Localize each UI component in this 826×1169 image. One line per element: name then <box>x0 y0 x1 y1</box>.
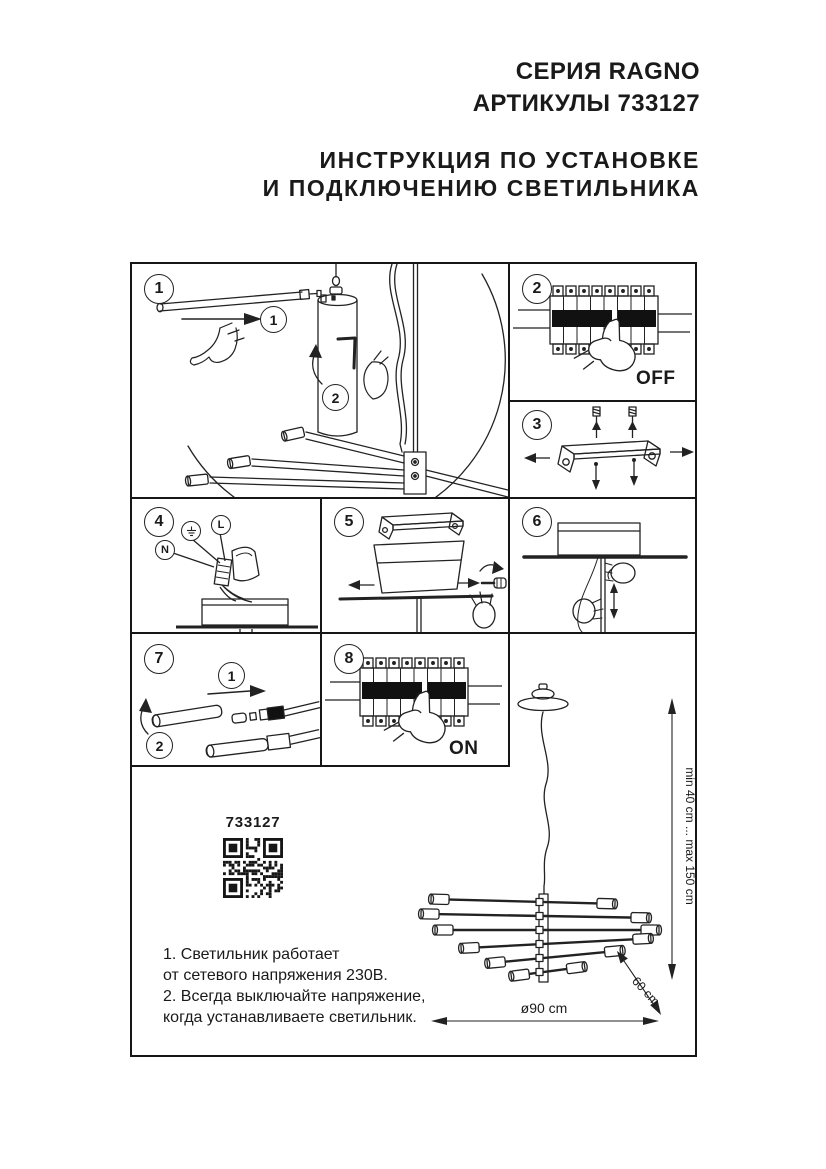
article-number: 733127 <box>225 814 281 831</box>
earth-wire-label <box>181 521 201 541</box>
article-qr-block <box>221 814 285 898</box>
live-wire-label: L <box>211 515 231 535</box>
note-line: 1. Светильник работает <box>163 946 340 963</box>
step-panel-7 <box>132 634 320 765</box>
step-panel-5 <box>322 499 508 632</box>
substep-1-badge: 1 <box>260 306 287 333</box>
step-number-badge: 7 <box>144 644 174 674</box>
step-number-badge: 6 <box>522 507 552 537</box>
article-title: АРТИКУЛЫ 733127 <box>472 90 700 117</box>
step-panel-1 <box>132 264 508 497</box>
breaker-on-label: ON <box>449 738 479 759</box>
steps-grid <box>130 262 697 1057</box>
neutral-wire-label: N <box>155 540 175 560</box>
substep-2-badge: 2 <box>146 732 173 759</box>
step-number-badge: 8 <box>334 644 364 674</box>
qr-code <box>223 838 283 898</box>
note-line: от сетевого напряжения 230В. <box>163 967 388 984</box>
arm-insert-illustration <box>132 264 508 497</box>
series-title: СЕРИЯ RAGNO <box>515 58 700 85</box>
step-number-badge: 2 <box>522 274 552 304</box>
step-panel-2 <box>510 264 695 400</box>
step-number-badge: 1 <box>144 274 174 304</box>
step-panel-4 <box>132 499 320 632</box>
step-panel-6 <box>510 499 695 632</box>
step-panel-3 <box>510 402 695 497</box>
substep-2-badge: 2 <box>322 384 349 411</box>
earth-icon <box>186 526 197 537</box>
step-number-badge: 4 <box>144 507 174 537</box>
header <box>263 56 700 202</box>
substep-1-badge: 1 <box>218 662 245 689</box>
safety-notes <box>163 944 425 1028</box>
doc-title-line2: И ПОДКЛЮЧЕНИЮ СВЕТИЛЬНИКА <box>262 175 700 201</box>
diameter-dimension-label: ø90 cm <box>520 1000 568 1016</box>
chandelier-dimension-drawing <box>417 634 695 1055</box>
note-line: 2. Всегда выключайте напряжение, <box>163 988 426 1005</box>
depth-dimension-label: 60 cm <box>628 974 663 1009</box>
breaker-off-label: OFF <box>636 368 676 389</box>
doc-title-line1: ИНСТРУКЦИЯ ПО УСТАНОВКЕ <box>319 147 700 173</box>
step-number-badge: 3 <box>522 410 552 440</box>
step-number-badge: 5 <box>334 507 364 537</box>
note-line: когда устанавливаете светильник. <box>163 1009 417 1026</box>
height-dimension-label: min 40 cm ... max 150 cm <box>683 767 697 905</box>
